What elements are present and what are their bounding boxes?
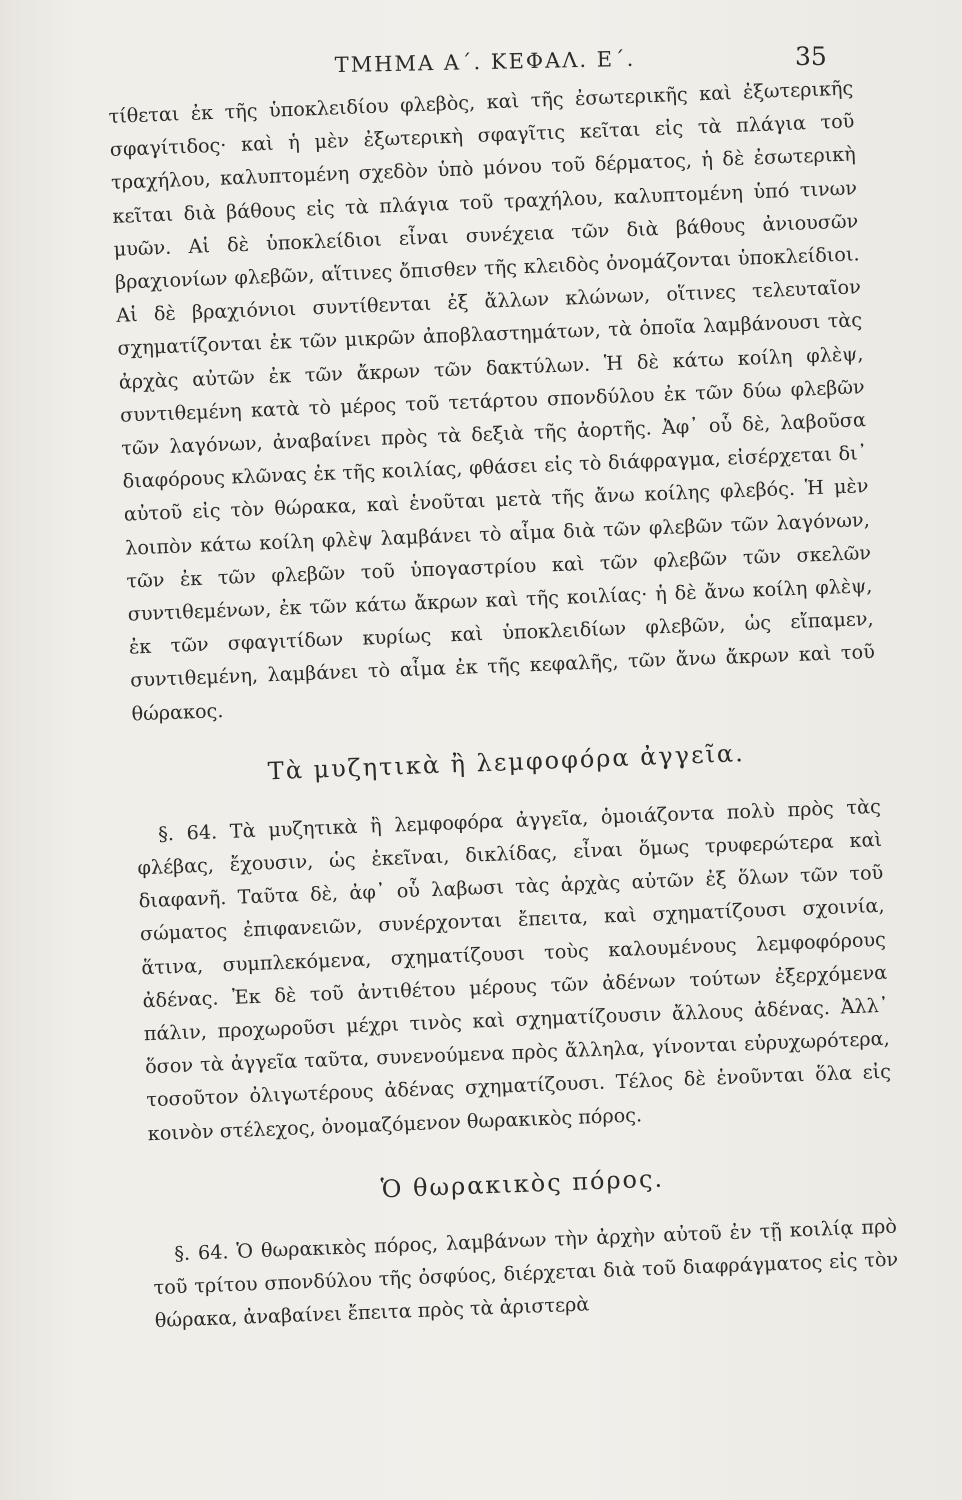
section-heading-thoracic-duct: Ὁ θωρακικὸς πόρος. [380,1164,665,1204]
paragraph-veins: τίθεται ἐκ τῆς ὑποκλειδίου φλεβὸς, καὶ τῆς ἐσωτερικῆς καὶ ἐξωτερικῆς σφαγίτιδος· καὶ ἡ μὲν ἐξωτερικὴ σφαγῖτις κεῖται εἰς τὰ πλάγια τοῦ τραχήλου, καλυπτομένη σχεδὸν ὑπὸ μόνου τοῦ δέρματος, ἡ δὲ ἐσωτερικὴ κεῖται διὰ βάθους εἰς τὰ πλάγια τοῦ τραχήλου, καλυπτομένη ὑπό τινων μυῶν. Αἱ δὲ ὑποκλείδιοι εἶναι συνέχεια τῶν διὰ βάθους ἀνιουσῶν βραχιονίων φλεβῶν, αἵτινες ὄπισθεν τῆς κλειδὸς ὀνομάζονται ὑποκλείδιοι. Αἱ δὲ βραχιόνιοι συντίθενται ἐξ ἄλλων κλώνων, οἵτινες τελευταῖον σχηματίζονται ἐκ τῶν μικρῶν ἀποβλαστημάτων, τὰ ὁποῖα λαμβάνουσι τὰς ἀρχὰς αὐτῶν ἐκ τῶν ἄκρων τῶν δακτύλων. Ἡ δὲ κάτω κοίλη φλὲψ, συντιθεμένη κατὰ τὸ μέρος τοῦ τετάρτου σπονδύλου ἐκ τῶν δύω φλεβῶν τῶν λαγόνων, ἀναβαίνει πρὸς τὰ δεξιὰ τῆς ἀορτῆς. Ἀφ᾽ οὗ δὲ, λαβοῦσα διαφόρους κλῶνας ἐκ τῆς κοιλίας, φθάσει εἰς τὸ διάφραγμα, εἰσέρχεται δι᾽ αὐτοῦ εἰς τὸν θώρακα, καὶ ἑνοῦται μετὰ τῆς ἄνω κοίλης φλεβός. Ἡ μὲν λοιπὸν κάτω κοίλη φλὲψ λαμβάνει τὸ αἷμα διὰ τῶν φλεβῶν τῶν λαγόνων, τῶν ἐκ τῶν φλεβῶν τοῦ ὑπογαστρίου καὶ τῶν φλεβῶν τῶν σκελῶν συντιθεμένων, ἐκ τῶν κάτω ἄκρων καὶ τῆς κοιλίας· ἡ δὲ ἄνω κοίλη φλὲψ, ἐκ τῶν σφαγιτίδων κυρίως καὶ ὑποκλειδίων φλεβῶν, ὡς εἴπαμεν, συντιθεμένη, λαμβάνει τὸ αἷμα ἐκ τῆς κεφαλῆς, τῶν ἄνω ἄκρων καὶ τοῦ θώρακος. [108,76,876,726]
page-body [108,71,900,1337]
running-head: ΤΜΗΜΑ Α΄. ΚΕΦΑΛ. Ε΄. [334,46,636,78]
paragraph-lymphatics: §. 64. Τὰ μυζητικὰ ἢ λεμφοφόρα ἀγγεῖα, ὁμοιάζοντα πολὺ πρὸς τὰς φλέβας, ἔχουσιν, ὡς ἐκεῖναι, δικλίδας, εἶναι ὅμως τρυφερώτερα καὶ διαφανῆ. Ταῦτα δὲ, ἀφ᾽ οὗ λαβωσι τὰς ἀρχὰς αὐτῶν ἐξ ὅλων τῶν τοῦ σώματος ἐπιφανειῶν, συνέρχονται ἔπειτα, καὶ σχηματίζουσι σχοινία, ἅτινα, συμπλεκόμενα, σχηματίζουσι τοὺς καλουμένους λεμφοφόρους ἀδένας. Ἐκ δὲ τοῦ ἀντιθέτου μέρους τῶν ἀδένων τούτων ἐξερχόμενα πάλιν, προχωροῦσι μέχρι τινὸς καὶ σχηματίζουσιν ἄλλους ἀδένας. Ἀλλ᾽ ὅσον τὰ ἀγγεῖα ταῦτα, συνενούμενα πρὸς ἄλληλα, γίνονται εὐρυχωρότερα, τοσοῦτον ὀλιγωτέρους ἀδένας σχηματίζουσι. Τέλος δὲ ἑνοῦνται ὅλα εἰς κοινὸν στέλεχος, ὀνομαζόμενον θωρακικὸς πόρος. [137,794,892,1145]
page-number: 35 [795,42,827,71]
paragraph-thoracic-duct: §. 64. Ὁ θωρακικὸς πόρος, λαμβάνων τὴν ἀρχὴν αὐτοῦ ἐν τῇ κοιλίᾳ πρὸ τοῦ τρίτου σπονδύλου τῆς ὀσφύος, διέρχεται διὰ τοῦ διαφράγματος εἰς τὸν θώρακα, ἀναβαίνει ἔπειτα πρὸς τὰ ἀριστερὰ [153,1214,899,1333]
section-heading-lymphatics: Τὰ μυζητικὰ ἢ λεμφοφόρα ἀγγεῖα. [267,738,746,786]
